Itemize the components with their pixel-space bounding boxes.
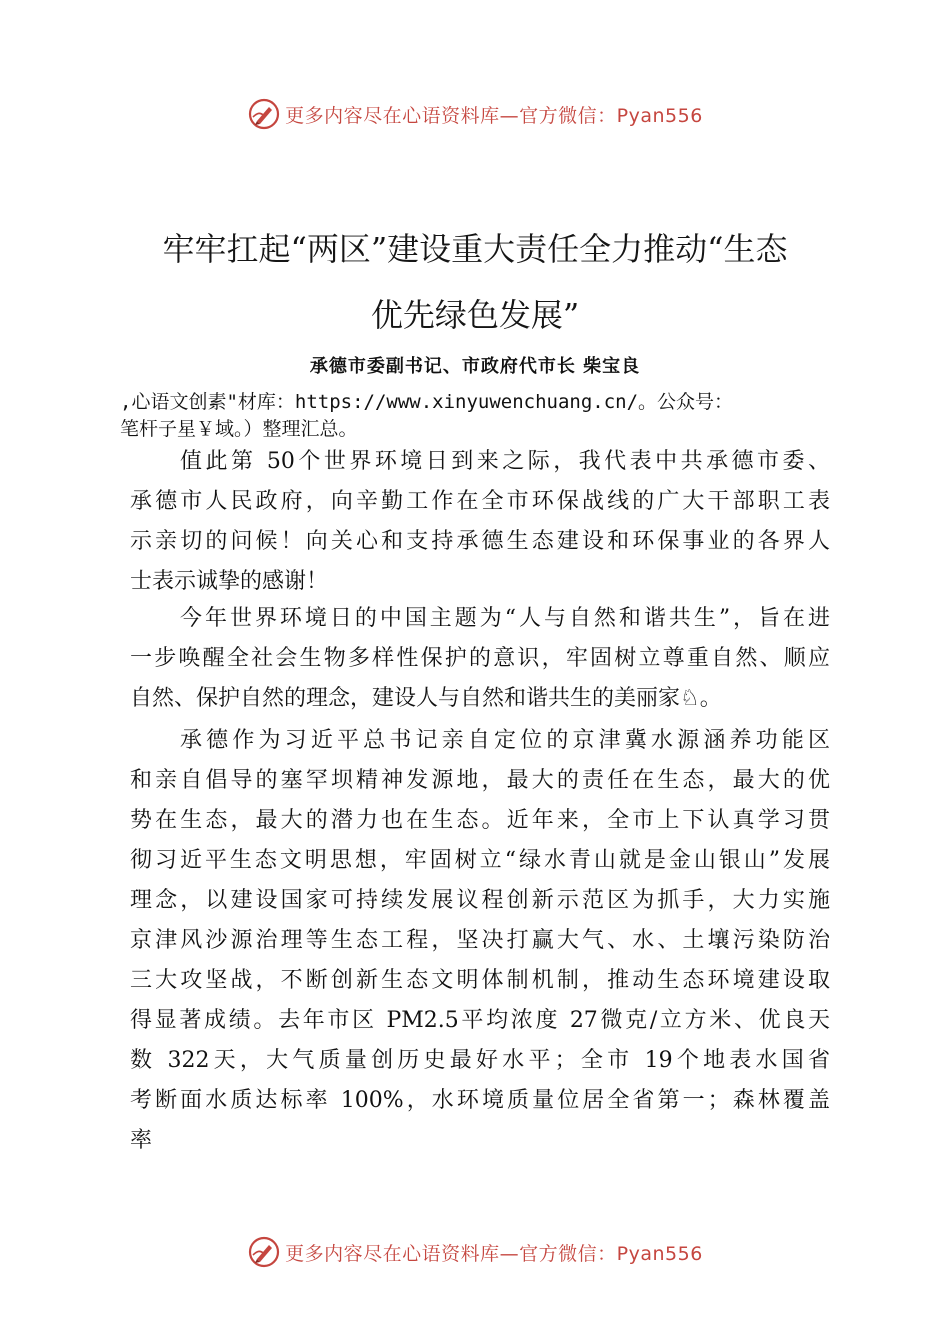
banner-text: 更多内容尽在心语资料库—官方微信：Pyan556 — [285, 1242, 703, 1265]
body-line: 一步唤醒全社会生物多样性保护的意识，牢固树立尊重自然、顺应 — [130, 646, 830, 671]
header-banner — [0, 96, 950, 132]
body-line: 今年世界环境日的中国主题为“人与自然和谐共生”，旨在进 — [180, 606, 830, 631]
body-line: 示亲切的问候！向关心和支持承德生态建设和环保事业的各界人 — [130, 529, 830, 554]
banner-text: 更多内容尽在心语资料库—官方微信：Pyan556 — [285, 104, 703, 127]
body-line: 势在生态，最大的潜力也在生态。近年来，全市上下认真学习贯 — [130, 808, 830, 833]
body-line: 数 322天，大气质量创历史最好水平；全市 19个地表水国省 — [130, 1048, 830, 1073]
page-title-line-2: 优先绿色发展” — [370, 296, 580, 334]
pen-logo-icon — [247, 1235, 281, 1269]
body-line: 率 — [130, 1128, 153, 1153]
footer-banner — [0, 1234, 950, 1270]
source-note-line-1: ,心语文创素"材库：https://www.xinyuwenchuang.cn/。公众号： — [120, 391, 734, 413]
body-line: 理念，以建设国家可持续发展议程创新示范区为抓手，大力实施 — [130, 888, 830, 913]
body-line: 得显著成绩。去年市区 PM2.5平均浓度 27微克/立方米、优良天 — [130, 1008, 830, 1033]
page-title-line-1: 牢牢扛起“两区”建设重大责任全力推动“生态 — [162, 230, 788, 268]
body-line: 自然、保护自然的理念，建设人与自然和谐共生的美丽家♘。 — [130, 686, 722, 711]
body-line: 士表示诚挚的感谢！ — [130, 569, 329, 594]
body-line: 京津风沙源治理等生态工程，坚决打赢大气、水、土壤污染防治 — [130, 928, 830, 953]
pen-logo-icon — [247, 97, 281, 131]
body-line: 考断面水质达标率 100%，水环境质量位居全省第一；森林覆盖 — [130, 1088, 830, 1113]
body-line: 三大攻坚战，不断创新生态文明体制机制，推动生态环境建设取 — [130, 968, 830, 993]
body-line: 承德作为习近平总书记亲自定位的京津冀水源涵养功能区 — [180, 728, 830, 753]
body-line: 值此第 50个世界环境日到来之际，我代表中共承德市委、 — [180, 449, 830, 474]
body-line: 和亲自倡导的塞罕坝精神发源地，最大的责任在生态，最大的优 — [130, 768, 830, 793]
author-line: 承德市委副书记、市政府代市长 柴宝良 — [309, 356, 641, 377]
source-note-line-2: 笔杆子星￥域。）整理汇总。 — [120, 418, 358, 440]
body-line: 彻习近平生态文明思想，牢固树立“绿水青山就是金山银山”发展 — [130, 848, 830, 873]
body-line: 承德市人民政府，向辛勤工作在全市环保战线的广大干部职工表 — [130, 489, 830, 514]
